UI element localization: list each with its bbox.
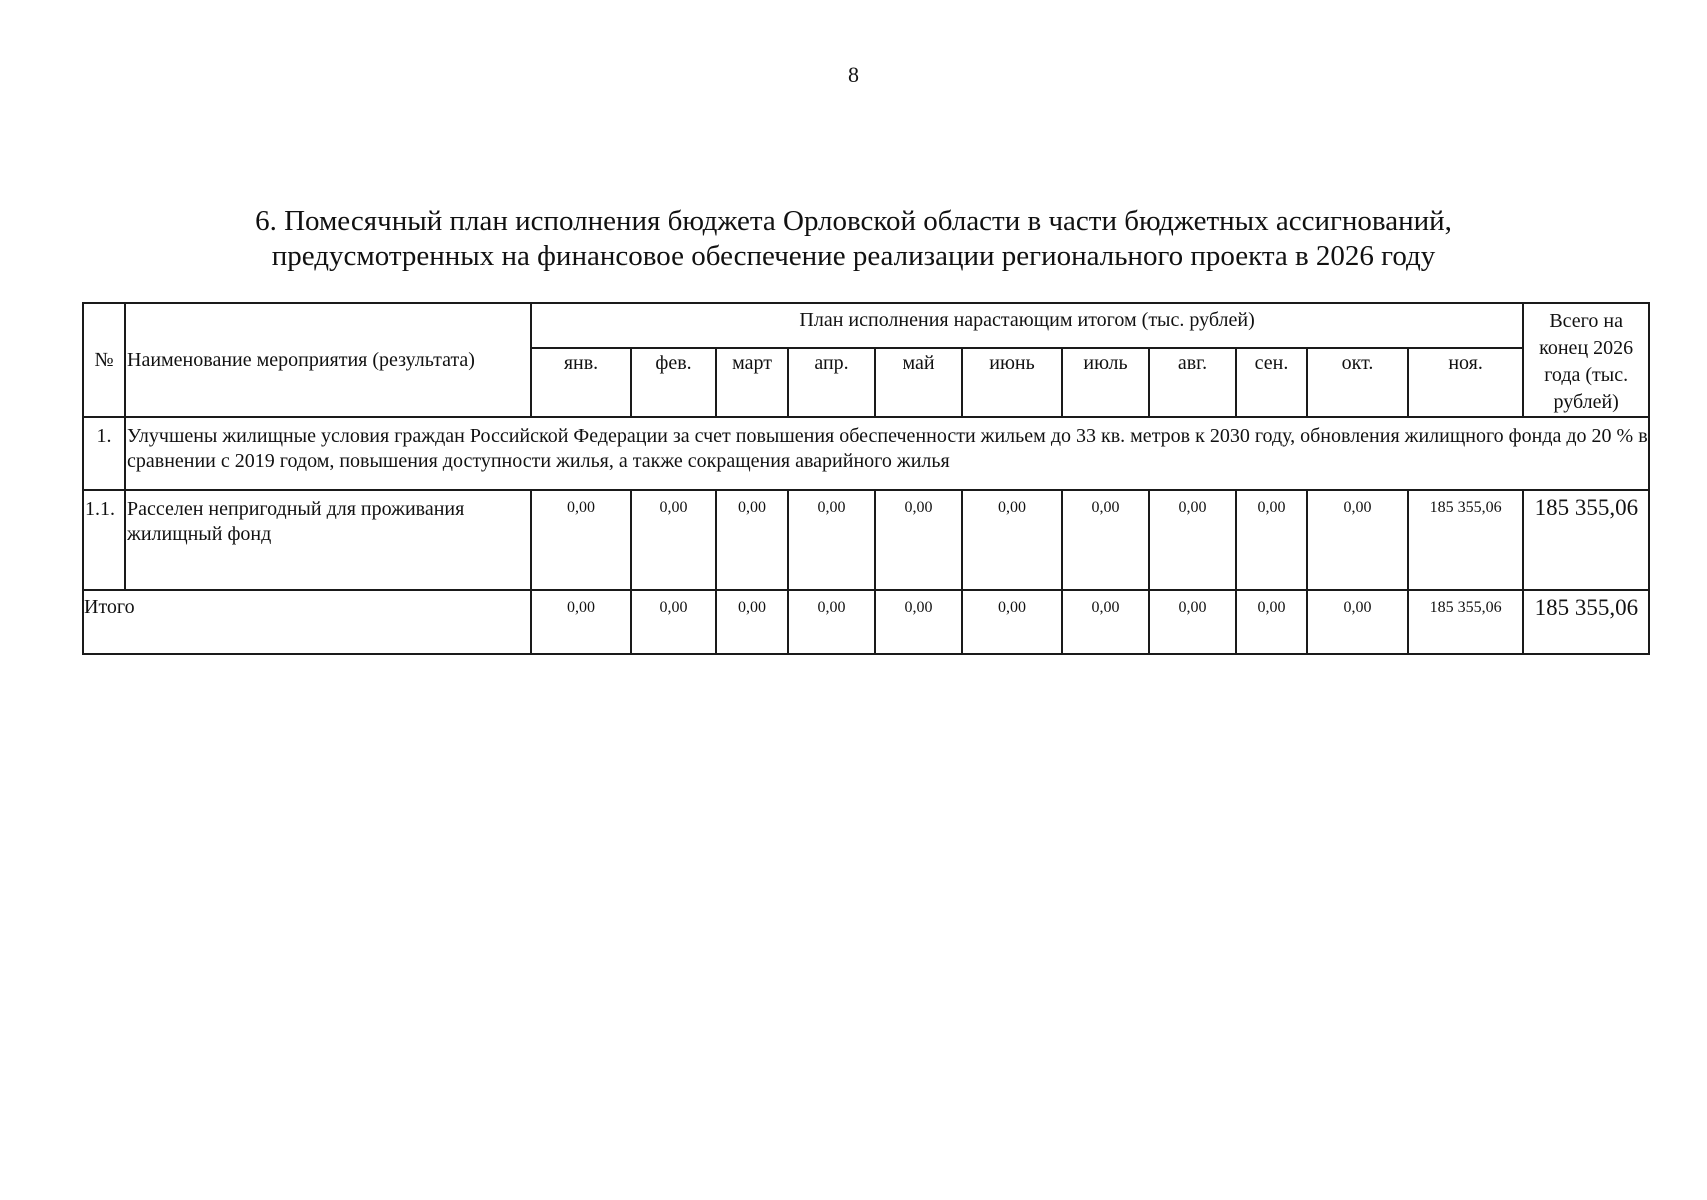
row-value: 0,00 (1236, 490, 1307, 590)
header-month: сен. (1236, 348, 1307, 417)
header-month: янв. (531, 348, 631, 417)
budget-plan-table (82, 302, 1650, 655)
section-text: Улучшены жилищные условия граждан Российской Федерации за счет повышения обеспеченности жильем до 33 кв. метров к 2030 году, обновления жилищного фонда до 20 % в сравнении с 2019 годом, повышения доступности жилья, а также сокращения аварийного жилья (125, 417, 1649, 490)
section-row (83, 417, 1649, 490)
row-no: 1.1. (83, 490, 125, 590)
page-number: 8 (848, 62, 859, 87)
document-title (0, 204, 1707, 274)
itogo-row (83, 590, 1649, 654)
header-no: № (83, 303, 125, 417)
header-month: авг. (1149, 348, 1236, 417)
itogo-value: 0,00 (1236, 590, 1307, 654)
itogo-total: 185 355,06 (1523, 590, 1649, 654)
row-value: 185 355,06 (1408, 490, 1523, 590)
header-month: окт. (1307, 348, 1408, 417)
row-value: 0,00 (1062, 490, 1149, 590)
row-value: 0,00 (788, 490, 875, 590)
header-month: ноя. (1408, 348, 1523, 417)
itogo-value: 0,00 (531, 590, 631, 654)
table-row (83, 490, 1649, 590)
row-name: Расселен непригодный для проживания жилищный фонд (125, 490, 531, 590)
itogo-label: Итого (83, 590, 531, 654)
header-month: фев. (631, 348, 716, 417)
itogo-value: 0,00 (875, 590, 962, 654)
itogo-value: 0,00 (1149, 590, 1236, 654)
section-no: 1. (83, 417, 125, 490)
row-value: 0,00 (631, 490, 716, 590)
header-total: Всего на конец 2026 года (тыс. рублей) (1523, 303, 1649, 417)
header-row-top (83, 303, 1649, 348)
header-month: март (716, 348, 788, 417)
header-month: июнь (962, 348, 1062, 417)
row-value: 0,00 (962, 490, 1062, 590)
itogo-value: 0,00 (631, 590, 716, 654)
title-line-2: предусмотренных на финансовое обеспечение реализации регионального проекта в 2026 году (271, 240, 1436, 272)
itogo-value: 185 355,06 (1408, 590, 1523, 654)
row-value: 0,00 (716, 490, 788, 590)
row-value: 0,00 (875, 490, 962, 590)
itogo-value: 0,00 (962, 590, 1062, 654)
row-value: 0,00 (531, 490, 631, 590)
title-line-1: 6. Помесячный план исполнения бюджета Орловской области в части бюджетных ассигнований, (255, 205, 1452, 237)
itogo-value: 0,00 (1062, 590, 1149, 654)
header-month: апр. (788, 348, 875, 417)
header-plan-group: План исполнения нарастающим итогом (тыс. рублей) (531, 303, 1523, 348)
header-name: Наименование мероприятия (результата) (125, 303, 531, 417)
itogo-value: 0,00 (788, 590, 875, 654)
row-value: 0,00 (1149, 490, 1236, 590)
row-value: 0,00 (1307, 490, 1408, 590)
header-month: июль (1062, 348, 1149, 417)
itogo-value: 0,00 (716, 590, 788, 654)
itogo-value: 0,00 (1307, 590, 1408, 654)
row-total: 185 355,06 (1523, 490, 1649, 590)
header-month: май (875, 348, 962, 417)
